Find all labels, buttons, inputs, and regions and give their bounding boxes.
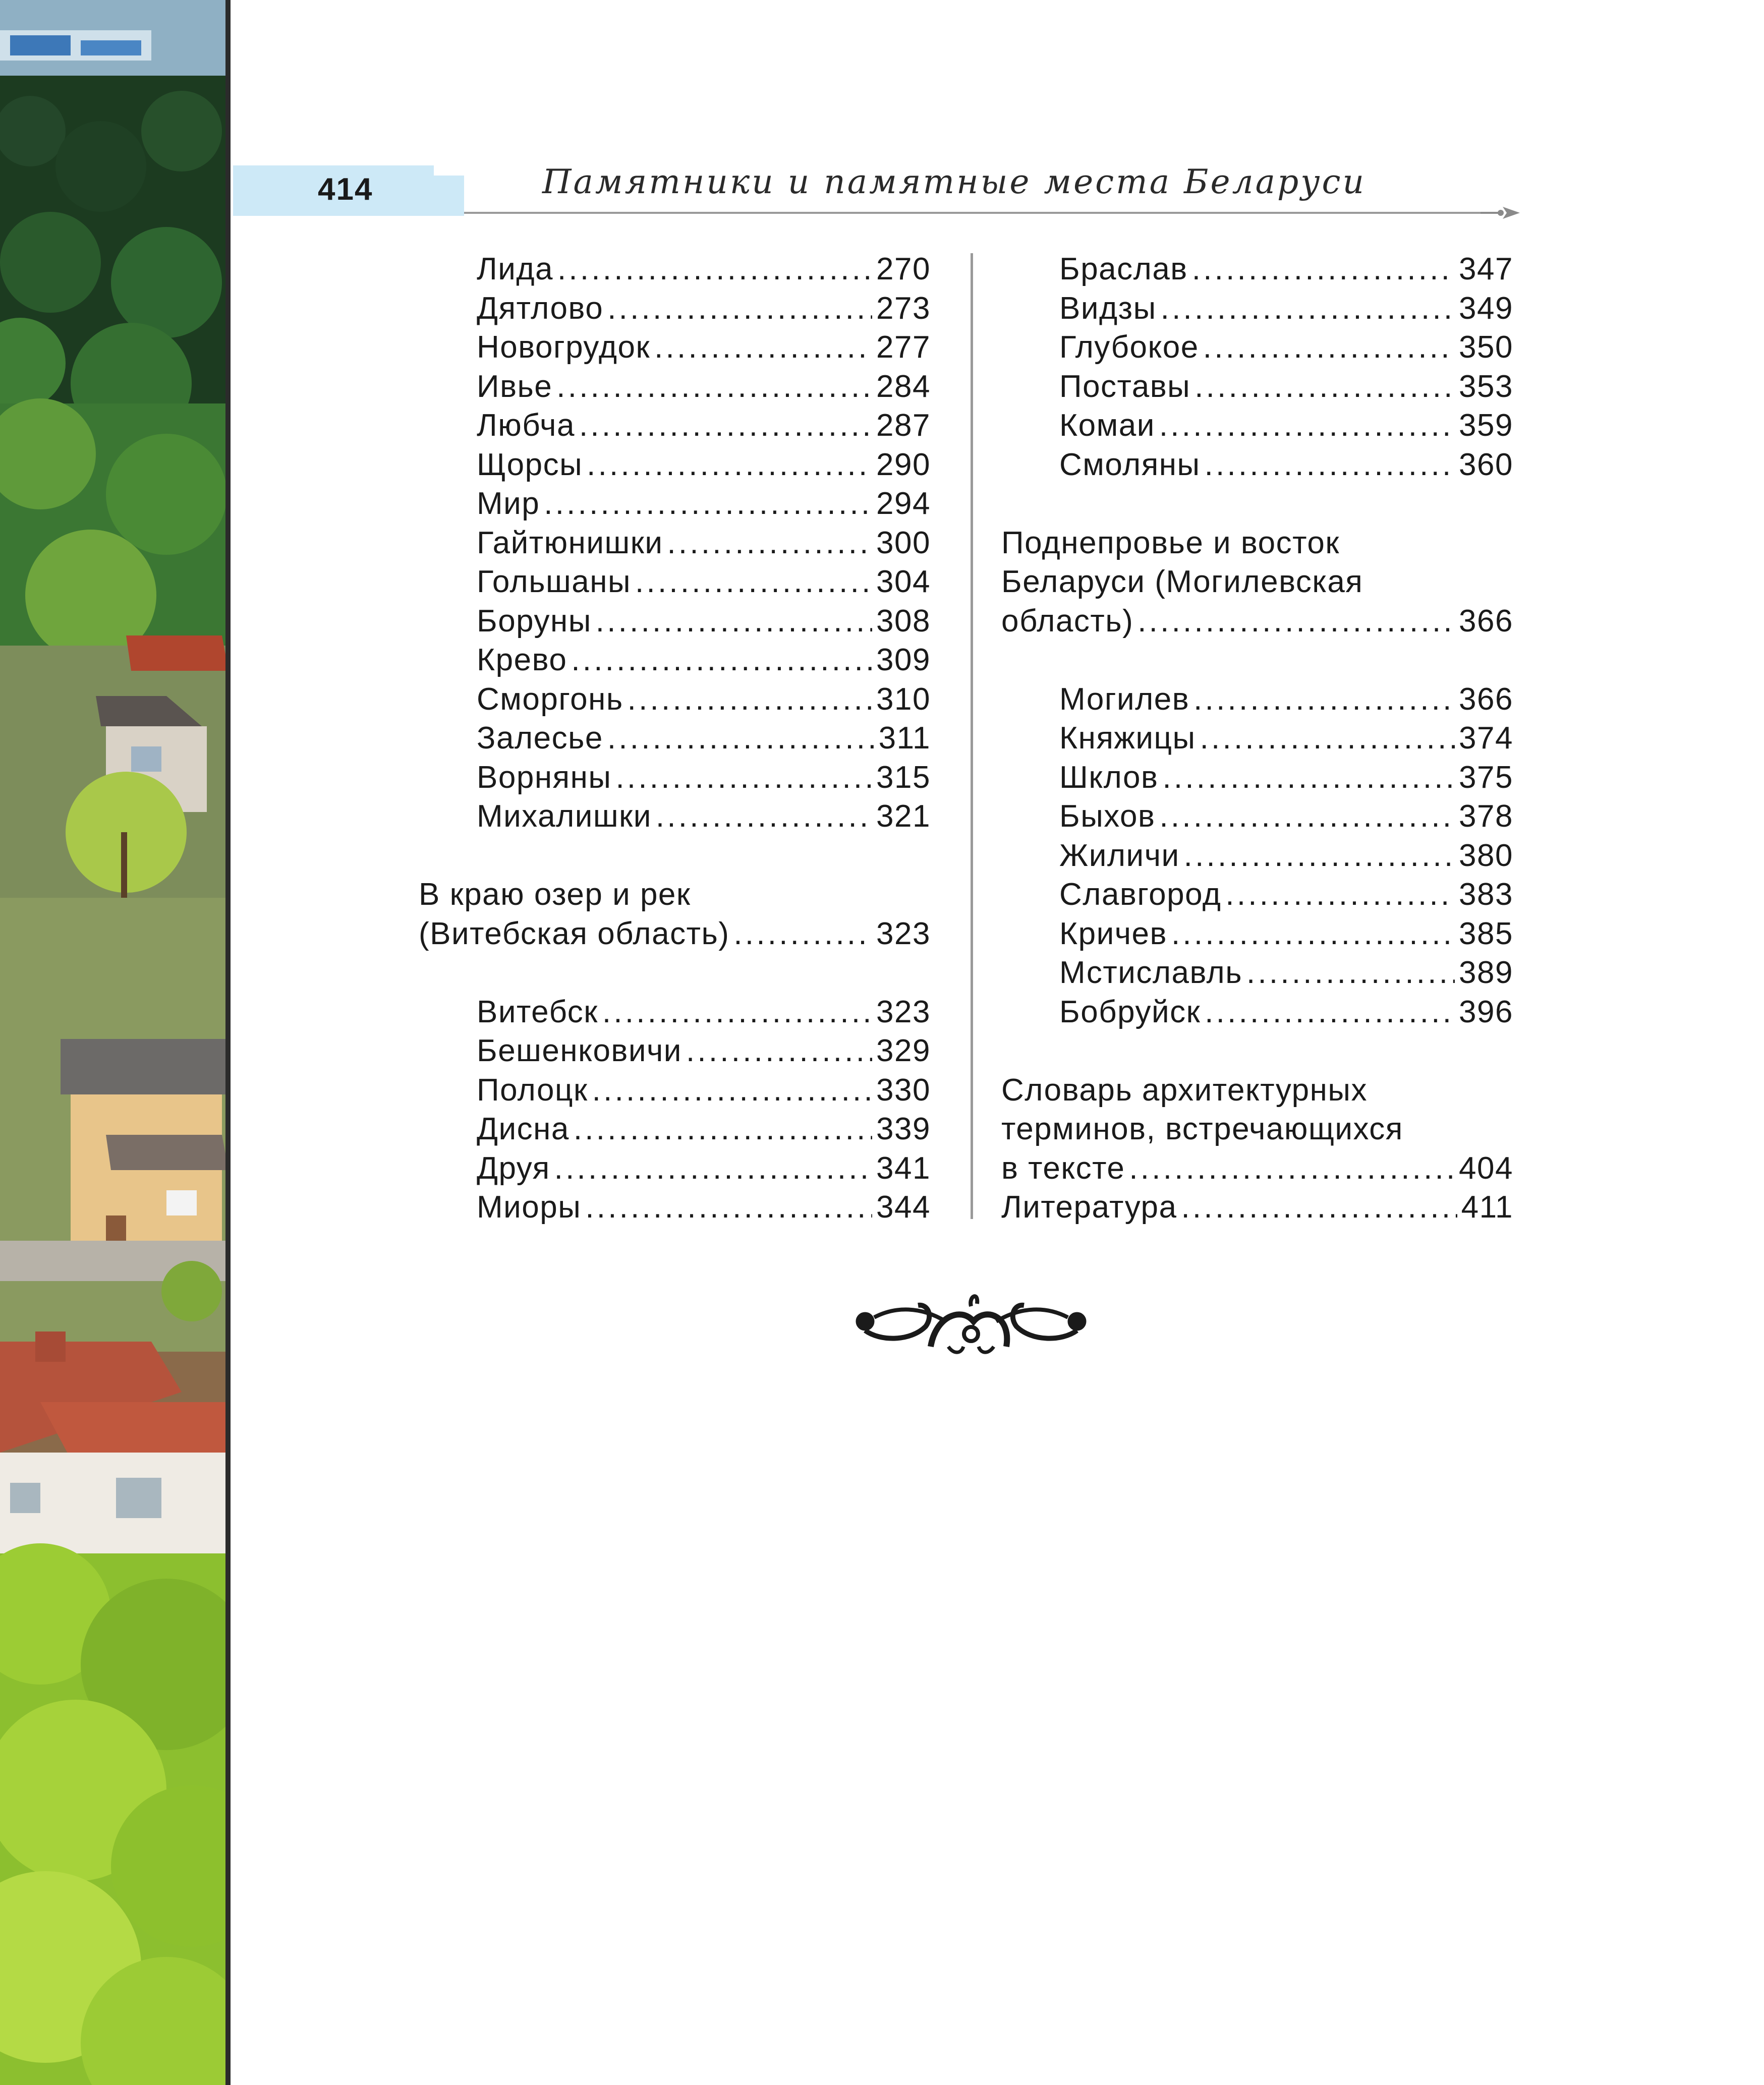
toc-entry[interactable]: Смоляны . . . 360 [1001, 445, 1513, 485]
toc-entry[interactable]: Видзы . . . 349 [1001, 289, 1513, 328]
toc-entry[interactable]: Залесье . . . 311 [419, 719, 931, 758]
toc-entry[interactable]: Лида . . . 270 [419, 250, 931, 289]
toc-entry[interactable]: Новогрудок . . . 277 [419, 328, 931, 367]
toc-entry[interactable]: Полоцк . . . 330 [419, 1071, 931, 1110]
toc-entry[interactable]: Боруны . . . 308 [419, 602, 931, 641]
toc-entry[interactable]: Княжицы . . . 374 [1001, 719, 1513, 758]
toc-entry[interactable]: Гайтюнишки . . . 300 [419, 524, 931, 563]
toc-section-heading[interactable]: Беларуси (Могилевская [1001, 564, 1363, 599]
toc-section-heading-last-line[interactable]: область) . . . 366 [1001, 602, 1513, 641]
toc-entry[interactable]: Жиличи . . . 380 [1001, 836, 1513, 876]
toc-entry[interactable]: Друя . . . 341 [419, 1149, 931, 1188]
toc-entry[interactable]: Шклов . . . 375 [1001, 758, 1513, 797]
toc-entry[interactable]: Щорсы . . . 290 [419, 445, 931, 485]
toc-left-column [419, 250, 931, 1227]
toc-entry[interactable]: Любча . . . 287 [419, 406, 931, 445]
toc-entry[interactable]: Могилев . . . 366 [1001, 680, 1513, 719]
toc-section-heading[interactable]: В краю озер и рек [419, 877, 691, 912]
toc-entry[interactable]: Славгород . . . 383 [1001, 875, 1513, 914]
toc-section-heading-last-line[interactable]: в тексте . . . 404 [1001, 1149, 1513, 1188]
toc-section-literature[interactable]: Литература . . . 411 [1001, 1188, 1513, 1227]
toc-entry[interactable]: Дятлово . . . 273 [419, 289, 931, 328]
header-arrow-icon [1481, 204, 1521, 221]
landscape-illustration [0, 0, 229, 2085]
toc-entry[interactable]: Гольшаны . . . 304 [419, 562, 931, 602]
toc-section-heading[interactable]: Поднепровье и восток [1001, 525, 1340, 560]
toc-entry[interactable]: Бобруйск . . . 396 [1001, 993, 1513, 1032]
toc-entry[interactable]: Мир . . . 294 [419, 484, 931, 524]
toc-section-heading[interactable]: терминов, встречающихся [1001, 1112, 1403, 1146]
toc-section-heading-last-line[interactable]: (Витебская область) . . . 323 [419, 914, 931, 954]
toc-entry[interactable]: Дисна . . . 339 [419, 1110, 931, 1149]
toc-entry[interactable]: Ивье . . . 284 [419, 367, 931, 407]
toc-entry[interactable]: Михалишки . . . 321 [419, 797, 931, 836]
toc-entry[interactable]: Комаи . . . 359 [1001, 406, 1513, 445]
page-number: 414 [318, 172, 373, 207]
toc-entry[interactable]: Глубокое . . . 350 [1001, 328, 1513, 367]
toc-entry[interactable]: Поставы . . . 353 [1001, 367, 1513, 407]
toc-section-heading[interactable]: Словарь архитектурных [1001, 1072, 1368, 1108]
toc-entry[interactable]: Браслав . . . 347 [1001, 250, 1513, 289]
running-title: Памятники и памятные места Беларуси [542, 162, 1366, 201]
photo-edge-divider [225, 0, 231, 2085]
toc-entry[interactable]: Бешенковичи . . . 329 [419, 1031, 931, 1071]
toc-entry[interactable]: Крево . . . 309 [419, 641, 931, 680]
toc-right-column [1001, 250, 1513, 1227]
toc-entry[interactable]: Быхов . . . 378 [1001, 797, 1513, 836]
header-rule [464, 212, 1483, 214]
landscape-photo [0, 0, 229, 2085]
toc-entry[interactable]: Сморгонь . . . 310 [419, 680, 931, 719]
ornament-flourish-icon [845, 1286, 1097, 1362]
toc-entry[interactable]: Кричев . . . 385 [1001, 914, 1513, 954]
toc-entry[interactable]: Мстиславль . . . 389 [1001, 953, 1513, 993]
column-divider [971, 253, 973, 1219]
toc-entry[interactable]: Миоры . . . 344 [419, 1188, 931, 1227]
toc-entry[interactable]: Ворняны . . . 315 [419, 758, 931, 797]
toc-entry[interactable]: Витебск . . . 323 [419, 993, 931, 1032]
